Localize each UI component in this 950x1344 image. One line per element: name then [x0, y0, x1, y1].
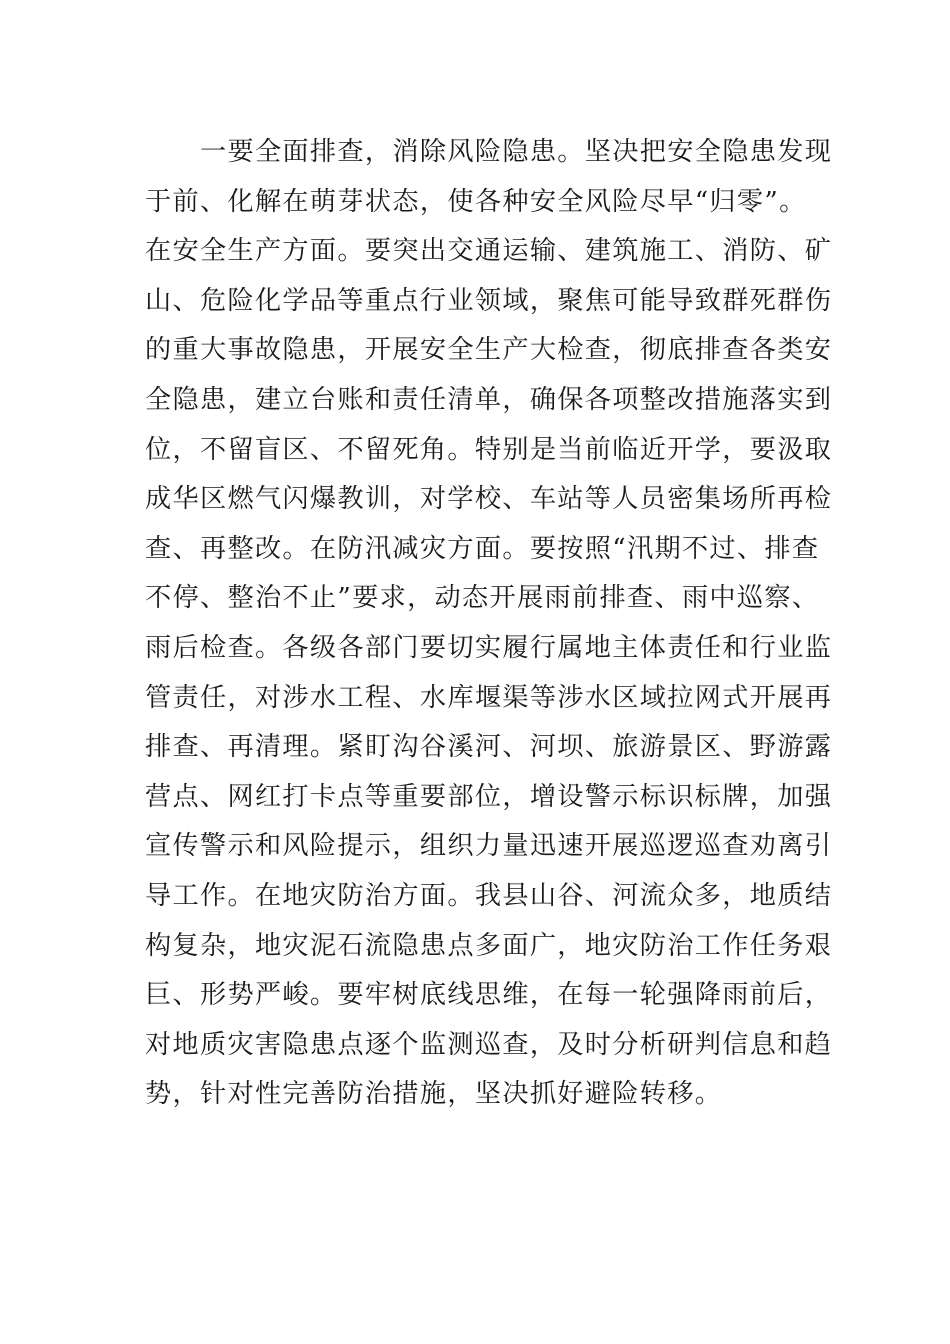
text-line: 的重大事故隐患，开展安全生产大检查，彻底排查各类安 — [145, 335, 833, 366]
text-line: 全隐患，建立台账和责任清单，确保各项整改措施落实到 — [145, 384, 833, 415]
text-line: 不停、整治不止”要求，动态开展雨前排查、雨中巡察、 — [145, 583, 820, 614]
text-line: 巨、形势严峻。要牢树底线思维，在每一轮强降雨前后， — [145, 980, 833, 1011]
text-line: 成华区燃气闪爆教训，对学校、车站等人员密集场所再检 — [145, 484, 833, 515]
text-line: 势，针对性完善防治措施，坚决抓好避险转移。 — [145, 1079, 723, 1110]
text-line: 雨后检查。各级各部门要切实履行属地主体责任和行业监 — [145, 632, 833, 663]
text-line: 山、危险化学品等重点行业领域，聚焦可能导致群死群伤 — [145, 285, 833, 316]
text-line: 导工作。在地灾防治方面。我县山谷、河流众多，地质结 — [145, 880, 833, 911]
text-line: 排查、再清理。紧盯沟谷溪河、河坝、旅游景区、野游露 — [145, 732, 833, 763]
text-line: 对地质灾害隐患点逐个监测巡查，及时分析研判信息和趋 — [145, 1029, 833, 1060]
text-line: 于前、化解在萌芽状态，使各种安全风险尽早“归零”。 — [145, 186, 807, 217]
text-line: 位，不留盲区、不留死角。特别是当前临近开学，要汲取 — [145, 434, 833, 465]
text-line: 在安全生产方面。要突出交通运输、建筑施工、消防、矿 — [145, 236, 833, 267]
text-line: 一要全面排查，消除风险隐患。坚决把安全隐患发现 — [145, 137, 833, 167]
body-paragraph — [145, 128, 833, 1120]
text-line: 营点、网红打卡点等重要部位，增设警示标识标牌，加强 — [145, 781, 833, 812]
text-line: 查、再整改。在防汛减灾方面。要按照“汛期不过、排查 — [145, 533, 820, 564]
text-line: 构复杂，地灾泥石流隐患点多面广，地灾防治工作任务艰 — [145, 930, 833, 961]
text-line: 管责任，对涉水工程、水库堰渠等涉水区域拉网式开展再 — [145, 682, 833, 713]
text-line: 宣传警示和风险提示，组织力量迅速开展巡逻巡查劝离引 — [145, 831, 833, 862]
